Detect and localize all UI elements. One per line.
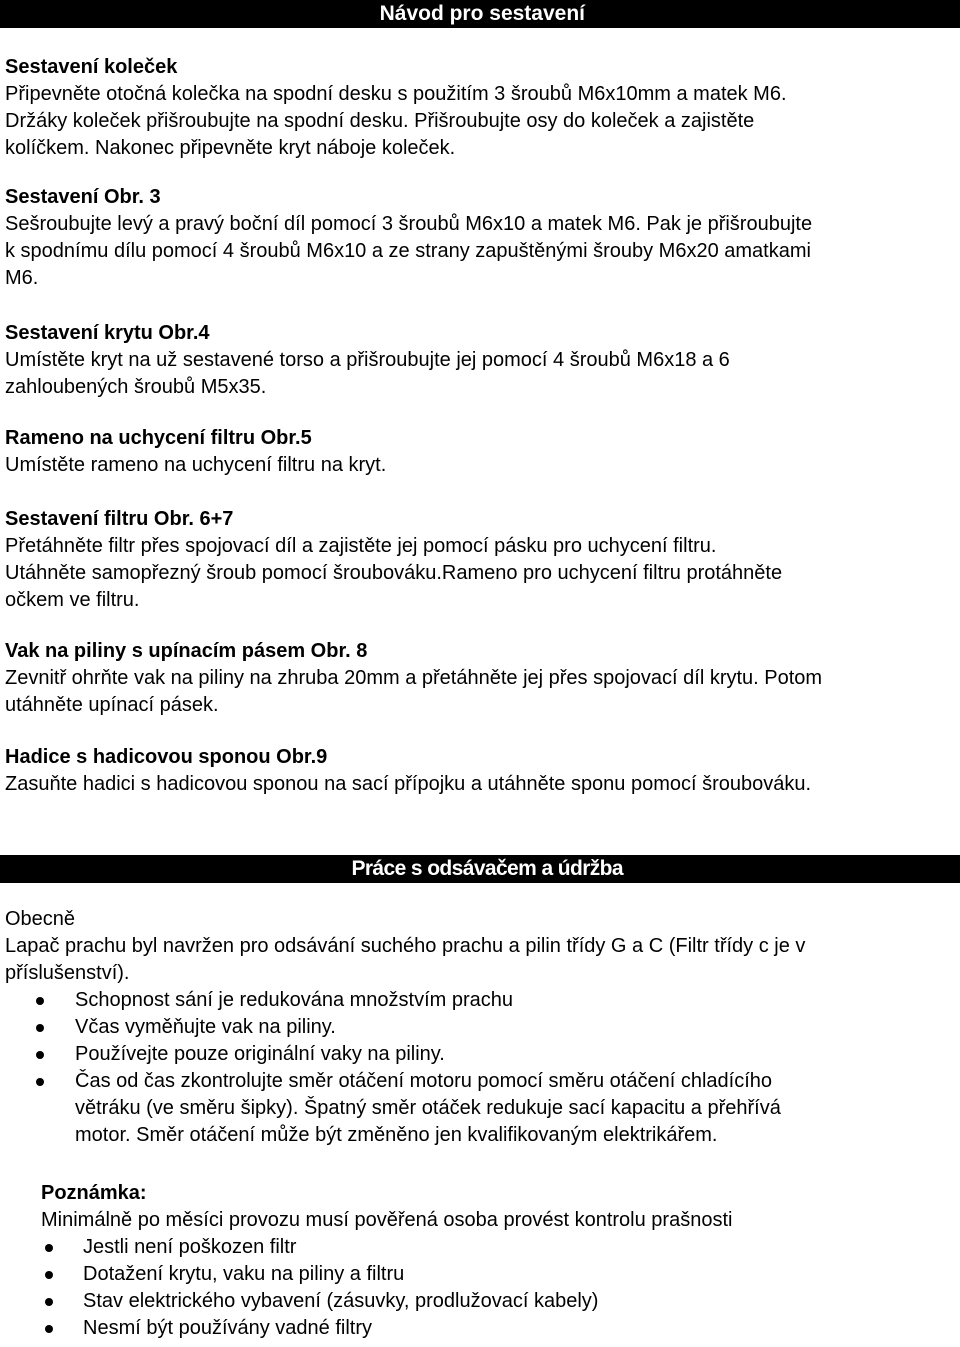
list-item-text: Používejte pouze originální vaky na piliny. <box>75 1043 445 1065</box>
list-item-text: motor. Směr otáčení může být změněno jen kvalifikovaným elektrikářem. <box>75 1124 718 1146</box>
list-item <box>0 1261 941 1288</box>
list-item <box>0 1041 955 1068</box>
block-line: utáhněte upínací pásek. <box>5 694 219 716</box>
block-line: Připevněte otočná kolečka na spodní desku s použitím 3 šroubů M6x10mm a matek M6. <box>5 83 787 105</box>
section-title: Návod pro sestavení <box>379 2 585 25</box>
block-heading: Sestavení Obr. 3 <box>5 186 161 208</box>
list-item <box>0 1068 955 1149</box>
list-item-text: větráku (ve směru šipky). Špatný směr otáček redukuje sací kapacitu a přehřívá <box>75 1097 781 1119</box>
block-line: kolíčkem. Nakonec připevněte kryt náboje koleček. <box>5 137 456 159</box>
block-line: Sešroubujte levý a pravý boční díl pomocí 3 šroubů M6x10 a matek M6. Pak je přišroubujte <box>5 213 813 235</box>
block-line: Držáky koleček přišroubujte na spodní desku. Přišroubujte osy do koleček a zajistěte <box>5 110 755 132</box>
block-line: Umístěte rameno na uchycení filtru na kryt. <box>5 454 387 476</box>
bullet-icon <box>45 1325 53 1333</box>
list-item <box>0 1288 941 1315</box>
instruction-block <box>5 54 955 162</box>
bullet-icon <box>45 1244 53 1252</box>
note-block <box>41 1180 941 1342</box>
block-line: M6. <box>5 267 39 289</box>
bullet-icon <box>45 1298 53 1306</box>
block-line: Umístěte kryt na už sestavené torso a přišroubujte jej pomocí 4 šroubů M6x18 a 6 <box>5 349 730 371</box>
block-heading: Sestavení filtru Obr. 6+7 <box>5 508 234 530</box>
note-line: Minimálně po měsíci provozu musí pověřená osoba provést kontrolu prašnosti <box>41 1209 733 1231</box>
section-title: Práce s odsávačem a údržba <box>351 857 623 880</box>
block-heading: Obecně <box>5 908 76 930</box>
bullet-icon <box>36 1078 44 1086</box>
block-line: Zevnitř ohrňte vak na piliny na zhruba 20mm a přetáhněte jej přes spojovací díl krytu. Potom <box>5 667 823 689</box>
block-line: Lapač prachu byl navržen pro odsávání suchého prachu a pilin třídy G a C (Filtr třídy c je v <box>5 935 806 957</box>
list-item <box>0 1234 941 1261</box>
bullet-icon <box>36 1051 44 1059</box>
instruction-block <box>5 744 955 798</box>
bullet-icon <box>36 997 44 1005</box>
block-line: Přetáhněte filtr přes spojovací díl a zajistěte jej pomocí pásku pro uchycení filtru. <box>5 535 717 557</box>
block-heading: Sestavení krytu Obr.4 <box>5 322 210 344</box>
block-heading: Hadice s hadicovou sponou Obr.9 <box>5 746 328 768</box>
block-line: očkem ve filtru. <box>5 589 140 611</box>
bullet-list <box>0 1234 941 1342</box>
list-item-text: Čas od čas zkontrolujte směr otáčení motoru pomocí směru otáčení chladícího <box>75 1070 773 1092</box>
list-item-text: Včas vyměňujte vak na piliny. <box>75 1016 336 1038</box>
block-line: zahloubených šroubů M5x35. <box>5 376 267 398</box>
list-item-text: Stav elektrického vybavení (zásuvky, prodlužovací kabely) <box>83 1290 599 1312</box>
block-line: k spodnímu dílu pomocí 4 šroubů M6x10 a ze strany zapuštěnými šrouby M6x20 amatkami <box>5 240 811 262</box>
block-heading: Rameno na uchycení filtru Obr.5 <box>5 427 312 449</box>
instruction-block <box>5 506 955 614</box>
bullet-icon <box>45 1271 53 1279</box>
block-line: Utáhněte samopřezný šroub pomocí šroubováku.Rameno pro uchycení filtru protáhněte <box>5 562 783 584</box>
section-title-bar <box>0 855 960 883</box>
instruction-block <box>5 638 955 719</box>
list-item-text: Nesmí být používány vadné filtry <box>83 1317 373 1339</box>
section-title-bar <box>0 0 960 28</box>
block-line: příslušenství). <box>5 962 130 984</box>
block-line: Zasuňte hadici s hadicovou sponou na sací přípojku a utáhněte sponu pomocí šroubováku. <box>5 773 812 795</box>
list-item-text: Dotažení krytu, vaku na piliny a filtru <box>83 1263 405 1285</box>
list-item <box>0 1315 941 1342</box>
list-item-text: Schopnost sání je redukována množstvím prachu <box>75 989 514 1011</box>
list-item <box>0 987 955 1014</box>
bullet-icon <box>36 1024 44 1032</box>
list-item-text: Jestli není poškozen filtr <box>83 1236 297 1258</box>
bullet-list <box>0 987 955 1149</box>
note-heading: Poznámka: <box>41 1182 147 1204</box>
general-block <box>5 906 955 1149</box>
block-heading: Sestavení koleček <box>5 56 178 78</box>
instruction-block <box>5 320 955 401</box>
instruction-block <box>5 425 955 479</box>
instruction-block <box>5 184 955 292</box>
block-heading: Vak na piliny s upínacím pásem Obr. 8 <box>5 640 368 662</box>
list-item <box>0 1014 955 1041</box>
